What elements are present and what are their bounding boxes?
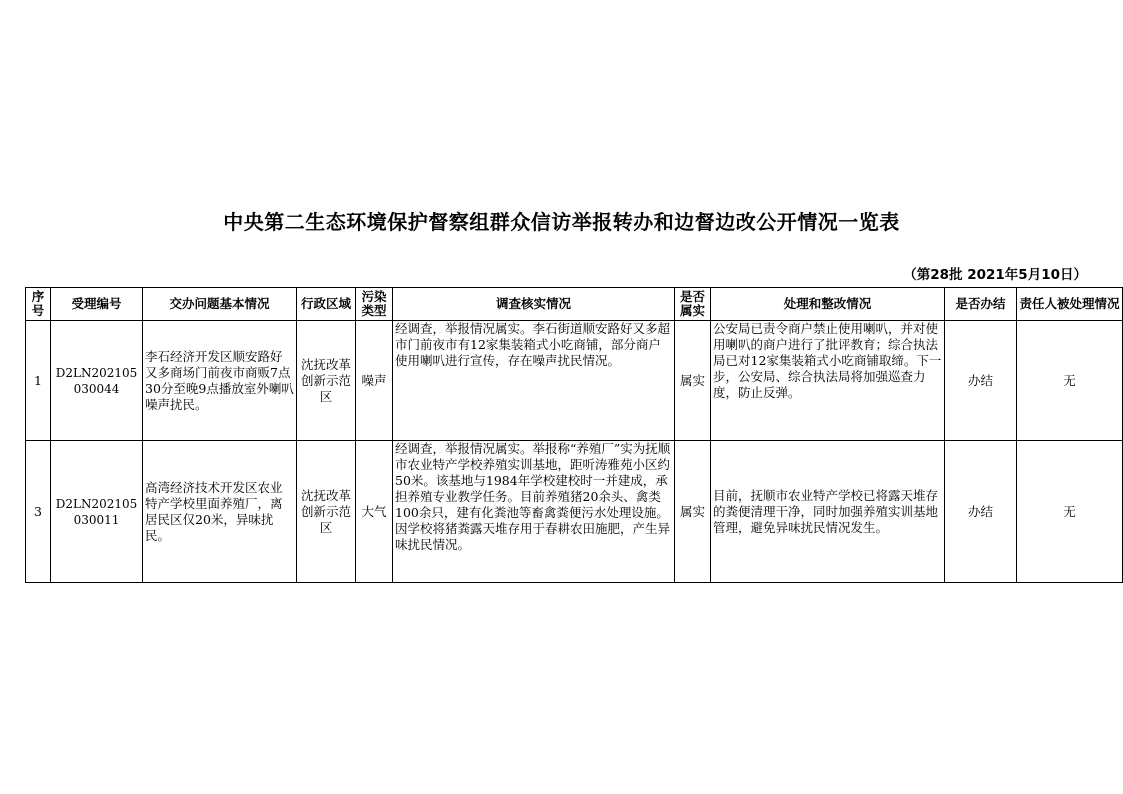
header-row xyxy=(26,288,1123,321)
header-pollution: 污染类型 xyxy=(356,288,393,321)
report-table xyxy=(25,287,1123,583)
cell-investigation: 经调查，举报情况属实。李石街道顺安路好又多超市门前夜市有12家集装箱式小吃商铺，部分商户使用喇叭进行宣传，存在噪声扰民情况。 xyxy=(393,321,675,441)
header-district: 行政区域 xyxy=(297,288,356,321)
cell-verified: 属实 xyxy=(675,321,711,441)
page-title: 中央第二生态环境保护督察组群众信访举报转办和边督边改公开情况一览表 xyxy=(223,210,900,234)
cell-seq: 3 xyxy=(26,441,51,583)
cell-verified: 属实 xyxy=(675,441,711,583)
table-row xyxy=(26,321,1123,441)
cell-issue: 高湾经济技术开发区农业特产学校里面养殖厂，离居民区仅20米，异味扰民。 xyxy=(143,441,297,583)
cell-pollution: 噪声 xyxy=(356,321,393,441)
header-id: 受理编号 xyxy=(51,288,143,321)
cell-handling: 公安局已责令商户禁止使用喇叭，并对使用喇叭的商户进行了批评教育；综合执法局已对12家集装箱式小吃商铺取缔。下一步，公安局、综合执法局将加强巡查力度，防止反弹。 xyxy=(711,321,945,441)
header-investigation: 调查核实情况 xyxy=(393,288,675,321)
cell-district: 沈抚改革创新示范区 xyxy=(297,321,356,441)
cell-investigation: 经调查，举报情况属实。举报称“养殖厂”实为抚顺市农业特产学校养殖实训基地，距听涛雅苑小区约50米。该基地与1984年学校建校时一并建成，承担养殖专业教学任务。目前养殖猪20余头、禽类100余只，建有化粪池等畜禽粪便污水处理设施。因学校将猪粪露天堆存用于春耕农田施肥，产生异味扰民情况。 xyxy=(393,441,675,583)
cell-accountability: 无 xyxy=(1017,321,1123,441)
header-seq: 序号 xyxy=(26,288,51,321)
cell-handling: 目前，抚顺市农业特产学校已将露天堆存的粪便清理干净，同时加强养殖实训基地管理，避免异味扰民情况发生。 xyxy=(711,441,945,583)
cell-closed: 办结 xyxy=(945,441,1017,583)
header-verified: 是否属实 xyxy=(675,288,711,321)
cell-id: D2LN202105030011 xyxy=(51,441,143,583)
cell-pollution: 大气 xyxy=(356,441,393,583)
header-accountability: 责任人被处理情况 xyxy=(1017,288,1123,321)
header-handling: 处理和整改情况 xyxy=(711,288,945,321)
cell-issue: 李石经济开发区顺安路好又多商场门前夜市商贩7点30分至晚9点播放室外喇叭噪声扰民。 xyxy=(143,321,297,441)
batch-date: （第28批 2021年5月10日） xyxy=(903,267,1087,283)
header-issue: 交办问题基本情况 xyxy=(143,288,297,321)
header-closed: 是否办结 xyxy=(945,288,1017,321)
table-row xyxy=(26,441,1123,583)
cell-seq: 1 xyxy=(26,321,51,441)
cell-district: 沈抚改革创新示范区 xyxy=(297,441,356,583)
cell-accountability: 无 xyxy=(1017,441,1123,583)
cell-closed: 办结 xyxy=(945,321,1017,441)
cell-id: D2LN202105030044 xyxy=(51,321,143,441)
